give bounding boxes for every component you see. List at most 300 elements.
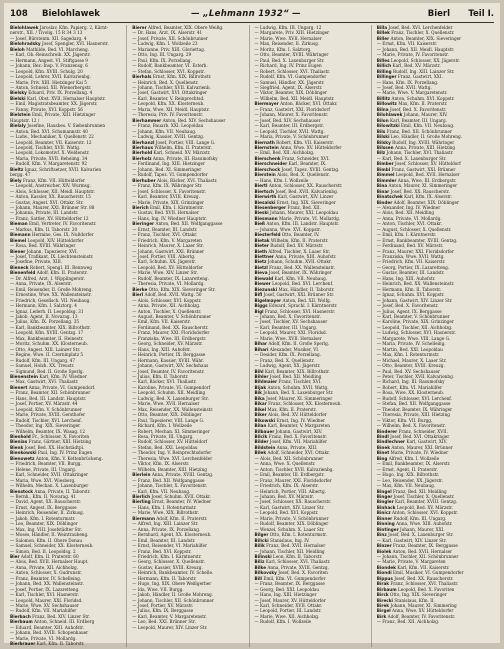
entry-details: — Anton, Schneid. XII. Wienerbergstr. (10, 84, 92, 90)
entry-surname: Bingler (376, 499, 394, 505)
entry-details: — Hermann, Kfm. II. Taborstr. (376, 286, 442, 292)
entry-details: Josef, Bed. X. Laxenburger Str. (386, 532, 454, 538)
entry-details: — Emil, Reisender, II. Große Mohreng. (10, 286, 93, 292)
entry-surname: Biewald (254, 275, 274, 281)
entry-details: Leopold, XIV. Hütteldorfer (26, 237, 84, 243)
entry-details: Franz, Tischler, X. Quellenstr. (389, 30, 455, 36)
entry-details: Franz, Schlosser, XVI. Thaliastr. (389, 581, 459, 587)
entry-details: Anton, Maurer, XI. Simmeringer (387, 183, 458, 189)
entry-surname: Birck (376, 592, 389, 598)
entry-surname: Biermann (132, 515, 155, 521)
entry-surname: Billich (376, 63, 392, 69)
entry-details: Alois, Bed. X. Quellenstr. (275, 172, 330, 178)
entry-surname: Biker (254, 412, 267, 418)
entry-details: Marie, Private, IV. Wiedner (389, 450, 449, 456)
entry-details: — Theresia, Private, VI. Mollardg. (132, 281, 205, 287)
entry-list (132, 25, 245, 630)
entry-details: — Hermann, Angest. VI. Stiftgasse 9 (10, 57, 88, 63)
entry-details: — Josef, Bed. X. Favoritenstr. (376, 303, 439, 309)
entry-details: Josef, Tischler, X. Quellenstr. (392, 493, 455, 499)
entry-surname: Bilan (254, 423, 267, 429)
entry-details: Emil, Kfm. I. Kärntnerstr. (148, 204, 204, 210)
entry-details: Anna, Private, II. Taborstr. (33, 488, 91, 494)
entry-details: — Ludwig, Schlosser, XVI. Hasnerstr. (376, 330, 456, 336)
entry-surname: Bietak (254, 237, 270, 243)
entry-details: Josef, Spengler, XVI. Hasnerstr. (40, 41, 109, 47)
entry-details: — Leopold, Anstreicher, XIV. Wurmsg. (10, 183, 91, 189)
entry-details: Karl, Schlosser, XVI. Thaliastr. (264, 559, 331, 565)
entry-details: Johann, Schuhm. XVII. Ottakr. (266, 259, 332, 265)
entry-surname: Bils (376, 128, 386, 134)
entry-details: — Markus, Kfm. II. Taborstr. 20 (10, 226, 78, 232)
entry-details: — Ludw., Mechaniker, X. Quellenstr. 22 (10, 134, 94, 140)
entry-details: — Georg, Schlosser, X. Quellenstr. (132, 559, 206, 565)
entry-details: — Theresia, Priv. IV. Favoritenstr. (132, 112, 204, 118)
entry-surname: Bierhaus (132, 144, 154, 150)
entry-details: — Ludwig, Bed. X. Laxenburger Str. (132, 395, 209, 401)
entry-surname: Bierhold (132, 150, 153, 156)
entry-details: Karl, Beamter, XVIII. Gentzg. (393, 499, 458, 505)
entry-details: — Anton, Tischler, X. Quellenstr. (132, 308, 202, 314)
entry-details: — Karl, Schuhm. XX. Jägerstr. (132, 259, 196, 265)
entry-details: — Georg, Schneider, XV. Märzstr. (132, 341, 203, 347)
entry-details: Adolf, Beamter, IV. Favoritenstr. (386, 613, 456, 619)
entry-surname: Biernstein (254, 144, 279, 150)
entry-details: Franz, Schlosser, XX. Klosterneub. (266, 401, 342, 407)
entry-details: — Emil, Magistratsbeamter, XX. Jägerstr. (10, 101, 98, 107)
entry-details: Otto, Kfm. I. Rotenturmstr. (268, 532, 327, 538)
entry-details: Karl, Beamter, XIX. Billrothstr. (263, 368, 330, 374)
entry-details: Alfred, Tischler, X. Laaer Str. (266, 248, 331, 254)
entry-details: — Marie, Private, XVIII. Gersthofer (10, 412, 86, 418)
entry-details: — Anna, Private, IX. Porzellang. (132, 526, 201, 532)
entry-surname: Bieman (10, 221, 28, 227)
entry-details: — Heinrich, Reisender, II. Zirkusg. (10, 510, 85, 516)
entry-details: Franz, Bed. XVII. Hernalser (264, 543, 326, 549)
entry-surname: Bilke (254, 564, 267, 570)
entry-details: — Leopold, Kfm. XVIII. Schulg. 20 (10, 68, 83, 74)
entry-details: Franz, Bed. XX. Wallensteinstr. (267, 264, 336, 270)
entry-details: — Josef, Bed. XVII. Wattg. (376, 84, 432, 90)
entry-surname: Bilohlawek (376, 112, 403, 118)
entry-details: — Franz, Bauarb. XXI. Leopoldau (132, 123, 204, 129)
entry-details: — Johann, Tischler, X. Favoritenstr. (132, 483, 208, 489)
entry-details: Karl, Schneid. XV. Märzstr. (152, 150, 211, 156)
entry-surname: Bilicki (254, 537, 269, 543)
entry-details: Anna, Private, XVIII. Gentzg. (150, 472, 214, 478)
entry-surname: Bierschock (254, 166, 281, 172)
entry-details: — Wenzel, Schuhm. X. Laaer Str. (254, 526, 325, 532)
entry-surname: Binar (376, 188, 390, 194)
header-last-name: Bierl (427, 9, 450, 19)
entry-surname: Bielski (10, 95, 26, 101)
entry-details: — Ernst, Bankbeamter, XVIII. Gentzg. (376, 237, 458, 243)
entry-details: — Siegfried, Agent, IX. Alserstr. (254, 84, 323, 90)
entry-details: — Julius, Kfm. IX. Berggasse (132, 608, 194, 614)
entry-details: — Franz, Tischler, XVI. Ottakr. (132, 232, 198, 238)
entry-details: Emil, Private, XIII. Hietzinger (30, 112, 96, 118)
entry-surname: Binatschek (376, 194, 403, 200)
entry-details: — Johann, Tischler, XVII. Kalvarienb. (132, 84, 211, 90)
entry-details: Johann, Gastwirt, XIV. (274, 428, 323, 434)
entry-details: — Rudolf, Kfm. VII. Mariahilfer (10, 608, 77, 614)
entry-details: Max, Kfm. II. Praterstr. (396, 101, 448, 107)
entry-details: Emil, Kfm. VII. Neubaug. (399, 123, 455, 129)
entry-details: Anna, Private, VI. Gumpendorf. (27, 384, 96, 390)
entry-surname: Bill (254, 575, 262, 581)
entry-surname: Bieß (254, 221, 265, 227)
entry-details: — Robert, Kfm. VI. Mariahilfer (376, 384, 443, 390)
entry-details: — Friedrich, Kfm. VII. Kaiserstr. (376, 259, 446, 265)
entry-details: — Hans, Ing. XIII. Auhofstr. (132, 346, 191, 352)
entry-details: Franz, Bed. XII. Schönbrunner (385, 128, 452, 134)
entry-surname: Biemann (10, 232, 31, 238)
entry-details: — Rudolf, Beamter, IX. Lazaretteng. (132, 275, 209, 281)
entry-details: Johann, Maurer, XXI. Leopoldau (268, 210, 339, 216)
entry-details: — Karl, Schneider, XVII. Ottakringer (10, 472, 88, 478)
entry-details: — Josef, Bürstenm. XII. Sagedarg. 4 (10, 35, 87, 41)
entry-details: Josef, Beamter, IX. Währinger (267, 270, 332, 276)
entry-details: — Robert, Mechan. XI. Simmeringer (132, 428, 210, 434)
entry-surname: Bienhold (10, 433, 31, 439)
entry-surname: Bindlechner (376, 439, 405, 445)
entry-list (377, 25, 491, 625)
entry-details: — Alfred, Ing. XIII. Lainzer Str. (132, 521, 199, 527)
entry-details: — Josefine, Private, XIII. (10, 259, 63, 265)
entry-details: Karl, Kfm. II. Taborstr. (35, 641, 85, 647)
entry-details: — Julius, Agent, IX. Berggasse (376, 308, 442, 314)
entry-details: Anton, Maurer, XXI. Brünner (389, 444, 453, 450)
entry-surname: Biesalski (254, 199, 276, 205)
entry-details: — Karl, Ob.-Reinschreib. XX. Jägerstr. (10, 52, 91, 58)
entry-details: Anton, Schneid. III. Erdberg (32, 619, 95, 625)
entry-details: — Johann, Kfm. VII. Neubaug. (132, 128, 197, 134)
entry-surname: Bieloh (10, 46, 25, 52)
entry-surname: Bilinski (254, 553, 272, 559)
entry-surname: Bilger (254, 532, 269, 538)
entry-details: Robert, Spengl. III. Rennweg (28, 264, 92, 270)
entry-details: Ernst, Ing. XIX. Sieveringer (275, 199, 336, 205)
entry-surname: Bigl (254, 308, 264, 314)
entry-surname: Bierbrauer (10, 641, 36, 647)
entry-surname: Bilder (254, 439, 269, 445)
entry-details: Otto, Ing. XIX. Sieveringer (388, 592, 447, 598)
entry-surname: Bierhanzl (132, 139, 155, 145)
entry-surname: Bikel (254, 406, 267, 412)
entry-details: — Emil, Bankbeamter, IX. Alserstr. (376, 461, 451, 467)
entry-surname: Billitz (376, 95, 391, 101)
entry-details: — Johann, Bed. X. Favoritenstr. (254, 314, 321, 320)
entry-details: Karl, Obst. XVII. Hernalser Hauptstr. (25, 95, 106, 101)
entry-details: Wilhelm, Kfm. II. Praterstr. (153, 144, 212, 150)
entry-columns (10, 25, 494, 647)
entry-details: Anna, Private, XIII. (275, 444, 318, 450)
entry-surname: Bihl (254, 368, 264, 374)
entry-details: — Johann, Gastwirt, XIV. Linzer Str. (376, 297, 453, 303)
entry-details: — Franziska, Wwe. XVII. Wattg. (376, 254, 445, 260)
entry-surname: Biggs (254, 303, 268, 309)
entry-details: Eduard, Priv. IX. Porzellang. 4 (26, 90, 93, 96)
entry-surname: Biliz (254, 559, 265, 565)
entry-details: — Richard, Ing. III. Rasumofsky (376, 379, 445, 385)
entry-surname: Billa (376, 25, 388, 30)
entry-details: Josef, Schuhm. XVII. Ottakr. (150, 493, 211, 499)
entry-details: Anton, Bed. XII. Wolfganggasse (154, 221, 223, 227)
entry-surname: Birecki (376, 597, 393, 603)
entry-surname: Biertsch (254, 188, 274, 194)
entry-details: Anna, Private, XVIII. Gentzg. (266, 564, 329, 570)
entry-details: — Josef, Beamter, IV. Favoritenstr. (132, 368, 205, 374)
entry-details: — Karoline, Private, XIX. Grinzinger (376, 319, 454, 325)
entry-details: — Wilhelm, Beamter, XIII. Hietzing (132, 466, 207, 472)
entry-details: — Hans, Ing. IV. Wiedner Hauptstr. (132, 215, 207, 221)
entry-details: — Theodor, Ing. V. Reinprechtsdorfer (132, 450, 212, 456)
entry-surname: Billowitz (376, 101, 397, 107)
entry-details: Leopold, Bed. X. Favoriten (396, 586, 455, 592)
entry-details: Ernst, Beamter, IV. Wiedner (150, 499, 212, 505)
entry-details: — Wilhelm, Mechan. X. Laxenburger (10, 483, 89, 489)
entry-details: — Karl, Beamter, V. Schönbrunner (376, 314, 450, 320)
entry-details: — Theodor, Beamter, IX. Währinger (376, 406, 453, 412)
entry-details: — August, Schlosser, X. Quellenstr. (376, 226, 452, 232)
entry-surname: Bimber (376, 161, 394, 167)
entry-details: — Anna, Private, VI. Mollardg. (376, 215, 442, 221)
entry-details: Anton, Kfm. V. Kettenbrückeng. (34, 455, 103, 461)
entry-surname: Bilowitzki (376, 123, 400, 129)
entry-surname: Bienenfeld (10, 270, 36, 276)
entry-details: — Marie, Wwe. XVII. Hernalser (132, 401, 200, 407)
entry-details: — Franz, Gastwirt, XXI. Floridsdorf (254, 106, 330, 112)
entry-details: — Friedrich, Kfm. V. Margareten (132, 237, 202, 243)
entry-details: — Leopold, Lokomotivf. X. Weldenstr. (10, 150, 90, 156)
directory-entry (10, 641, 123, 646)
entry-surname: Biemel (10, 237, 27, 243)
entry-surname: Bilek (254, 450, 267, 456)
entry-details: — Rosa, Private, III. Ungarg. (132, 433, 194, 439)
entry-details: — Anton, Kassier, XX. Rauscherstr. 15 (10, 194, 91, 200)
entry-details: Anna, Wwe. XV. Hütteldorfer (390, 608, 454, 614)
entry-details: — Gustav, Angest. XVI. Ottakr. Str. (10, 199, 84, 205)
entry-surname: Binet (376, 450, 390, 456)
entry-details: Ignaz, Schriftsetzer, XVII. Kalvarien (23, 166, 102, 172)
entry-details: — Leopold, Maurer, XIV. Linzer Str. (132, 624, 208, 630)
entry-details: — Leopold, Tischler, XVII. Wattg. (10, 144, 81, 150)
entry-details: — Karl, Beamter, V. Margaretenstr. (132, 613, 207, 619)
entry-details: — Rudolf, Kfm. I. Wollzeile (254, 619, 312, 625)
entry-details: — Otto, Beamter, XVIII. Kreuzg. (376, 363, 445, 369)
entry-details: nerstr., XII. / Tivolig. 15 R 34 3 13 (10, 30, 83, 36)
entry-details: Franz, Bed. X. Favoritenstr. (267, 433, 328, 439)
entry-details: Adolf, Kfm. II. Praterstr. 60 (19, 553, 79, 559)
entry-details: — Bernhard, Agent, XX. Klosterneub. (132, 532, 212, 538)
entry-surname: Binning (376, 521, 395, 527)
entry-details: Anton, Bed. XVII. Hernalser (391, 548, 453, 554)
entry-surname: Bierlich (132, 493, 151, 499)
entry-details: — Bernh., Kfm. II. Novarag. 41 (10, 493, 76, 499)
entry-details: Fr., Schlosser, X. Favoriten (30, 433, 90, 439)
entry-details: Emil, Musiker, VI. Gumpendorfer (391, 570, 464, 576)
entry-surname: Bihlmaier (254, 379, 278, 385)
entry-details: — Karl, Gastwirt, XIV. Linzer Str. (376, 537, 447, 543)
entry-details: — Leopold, Lehrer, XVII. Kalvarienbg. (10, 74, 91, 80)
entry-details: Anton, Beamter, XIX. Sieveringer (389, 35, 462, 41)
entry-details: Mathilde, Bed. VI. Marcheng. (24, 46, 90, 52)
entry-details: Rudolf, Ing. XIII. Lainzer Str. (391, 68, 455, 74)
entry-details: Otto, Kfm. XIX. Sieveringer Str. (147, 286, 216, 292)
entry-details: Johann, Tischler, XVI. Thaliastr. (385, 150, 454, 156)
entry-details: — Fanny, Private, XVI. Koppstr. 56 (10, 106, 83, 112)
entry-details: Josef, Bed. XX. Hochstädtpl. (23, 444, 85, 450)
entry-details: — Alois, Schlosser, XII. Meidl. Hauptstr. (10, 188, 95, 194)
entry-details: — Hans, Ing. XIII. Hietzinger (254, 592, 317, 598)
entry-details: Leopold, Bed. XV. Märzstr. (395, 504, 453, 510)
entry-details: — Marie, Private, VI. Mollardg. (10, 635, 77, 641)
entry-details: — Ernestine, Wwe. XX. Wallensteinstr. (10, 292, 92, 298)
entry-details: — Maria, Wwe. XII. Meidl. Hauptstr. (132, 106, 210, 112)
entry-details: — Marie, Wwe. XVII. Hernalser (254, 35, 322, 41)
entry-details: Leon, Kfm. II. Taborstr. (271, 553, 323, 559)
entry-details: — Theodor, Ing. XIX. Sieveringer (10, 423, 81, 429)
entry-details: — Johann, Bed. XX. Wallensteinstr. (10, 581, 84, 587)
entry-surname: Bieski (254, 210, 269, 216)
entry-details: Hermine, Ges. IX. Nußdorfer (30, 232, 94, 238)
entry-details: Karl, Beamter, V. Margareten (266, 423, 330, 429)
entry-surname: Bieter (254, 243, 269, 249)
entry-details: Leopold, Schlosser, XX. Jägerstr. (389, 57, 461, 63)
page-header (4, 7, 500, 21)
entry-details: — Richard, Ing. IV. Prinz Eugen (254, 63, 322, 69)
entry-details: Franz, Beamter, IX. Berggasse (391, 543, 458, 549)
entry-surname: Bimmel (376, 172, 395, 178)
entry-details: Josef, Schlosser, XV. Hütteldorf (393, 161, 461, 167)
entry-surname: Birbaum (376, 586, 397, 592)
entry-details: — Ernst, Beamter, III. Landstr. (132, 226, 198, 232)
entry-details: — Josef, Schlosser, X. Favoritenstr. (132, 188, 206, 194)
entry-details: — Josef, Gastwirt, XVI. Ottakringer (132, 90, 207, 96)
entry-details: — Anton, Tischler, XVI. Ottakr. (376, 221, 442, 227)
entry-details: — Jakob, Agent, II. Novarag. 13 (10, 314, 78, 320)
directory-title: — „Lehmann 1932“ — (191, 9, 301, 19)
entry-details: Anna, Private, III. Rasumofsky (151, 155, 218, 161)
entry-details: Emil, Vertreter, IV. Favoritenstr. (27, 221, 97, 227)
entry-details: Edward, Sprachl. I. Kärntnerstr. (267, 303, 338, 309)
entry-details: — Heinrich, Portier, VIII. Albertg. (254, 488, 326, 494)
entry-details: — Anna, Private, XII. Aichholzg. (10, 564, 79, 570)
entry-details: — Peter, Tischler, XVII. Kalvarienbg. (376, 374, 455, 379)
entry-details: — Leopold, Kfm. XX. Klosterneub. (132, 101, 205, 107)
entry-details: Franz, Schlosser, XVI. Hasnerstr. (263, 308, 336, 314)
entry-details: — Josef, Portier, IX. Lazaretteng. (10, 586, 80, 592)
entry-details: — Dr. Alfred, Arzt, I. Wipplingerstr. (10, 275, 85, 281)
entry-surname: Bielohradsky (10, 41, 41, 47)
entry-details: Stanislaus, Ing. IV. (268, 537, 310, 543)
entry-details: — Rudolf, Kfm. V. Margaretenstr. 92 (10, 161, 87, 167)
entry-details: Rudolf, Bed. XV. Märzstr. (268, 243, 324, 249)
entry-surname: Biely (10, 177, 22, 183)
entry-details: — Rudolf, Kfm. III. Ungarg. 47 (10, 357, 75, 363)
entry-details: Franz, Kfm. VII. Hütteldorfer (21, 177, 86, 183)
entry-surname: Bielohlawek (10, 25, 39, 30)
entry-details: — Gustav, Kassier, XVIII. Kreuzg. (132, 564, 203, 570)
entry-surname: Biondek (376, 564, 396, 570)
entry-surname: Bierer (132, 25, 147, 30)
header-rule (10, 22, 494, 23)
entry-surname: Binderer (376, 428, 398, 434)
entry-details: Ernst, Ing. IV. Wiedner (275, 417, 326, 423)
entry-details: Emil, Kfm. VI. Gumpendorfer (262, 575, 326, 581)
entry-surname: Bilkovsky (254, 570, 277, 576)
entry-details: — Moritz, Schuhm. XX. Klosterneub. (10, 341, 88, 347)
entry-details: — Franz, Bed. X. Quellenstr. (254, 357, 315, 363)
entry-details: Anton, Schlosser, XVI. Koppstr. (390, 510, 459, 516)
entry-details: — Hugo, Ing. XIX. Billrothstr. (376, 472, 440, 478)
entry-surname: Bifl (254, 292, 263, 298)
entry-details: — Rosa, Wwe. XX. Klosterneub. (376, 390, 445, 396)
entry-details: — Rudolf, Kfm. VI. Gumpendorfer (254, 74, 327, 80)
entry-details: Alexander, Musiker, VI. (268, 346, 320, 352)
entry-surname: Bienstock (10, 488, 34, 494)
entry-details: — Gustav, Bed. XVII. Hernalser (132, 210, 199, 216)
entry-details: — Josef, Private, XII. Schönbrunner (132, 35, 208, 41)
entry-surname: Biezunski (254, 286, 278, 292)
entry-surname: Bilski (376, 134, 390, 140)
entry-details: Marie, Private, VI. Mollardg. (277, 215, 341, 221)
entry-details: Anna, Wwe. XV. Hütteldorfer (278, 144, 342, 150)
entry-details: Anna, Wwe. III. Erdbergstr. (396, 177, 457, 183)
entry-surname: Biernath (254, 139, 275, 145)
entry-details: — Otto, Beamter, XIX. Döblinger (132, 412, 202, 418)
entry-details: — Rudolf, Tapez. VI. Gumpendorfer (132, 172, 208, 178)
entry-details: — Otto, Beamter, XVIII. Währinger (254, 52, 329, 58)
entry-details: Karl, Beamter, IX. (287, 161, 327, 167)
entry-details: — Stefan, Bed. XII. Wolfganggasse (376, 401, 451, 407)
entry-details: Anton, Bed. XII. Wolfg. (281, 297, 332, 303)
entry-details: — Rosa, Bed. XVIII. Währinger (10, 243, 76, 249)
entry-details: — Maria, Private, V. Schönbrunner (254, 134, 329, 140)
entry-details: — Max, Kfm. I. Rotenturmstr. (376, 352, 440, 358)
entry-surname: Bierl (132, 292, 144, 298)
entry-details: — Paul, Bed. XV. Sechshauser (376, 368, 440, 374)
entry-details: — Karl, Kfm. VII. Neubaug. (132, 488, 191, 494)
entry-details: — Regine, Wwe. II. Czerninplatz 5 (10, 352, 84, 358)
entry-surname: Biermayer (254, 101, 279, 107)
entry-details: — Jakob, Kfm. I. Rotenturmstr. (10, 515, 76, 521)
entry-surname: Bierhammer (132, 117, 162, 123)
entry-details: Franz, Bed. XII. (286, 204, 321, 210)
entry-details: — Marie, Wwe. XV. Sechshauser (10, 603, 79, 609)
entry-details: — Johann, Maurer, XXI. Brünner Str. 88 (10, 204, 95, 210)
entry-details: — Josef, Portier, VIII. Albertg. (132, 254, 196, 260)
entry-details: Anton, Bed. XIV. Sechshauser (161, 117, 226, 123)
entry-details: Karl, Gastwirt, XIV. Linzer (276, 194, 334, 200)
directory-entry (377, 619, 491, 624)
entry-surname: Bienk (10, 444, 24, 450)
entry-details: — Johann, Tischler, XII. Schönbrunner (376, 553, 459, 559)
directory-entry (255, 619, 368, 624)
entry-details: — Johann, Bed. XVIII. Schopenhauer (10, 630, 89, 636)
entry-details: Josef, Bed. XVI. Ottakringer (388, 433, 450, 439)
entry-details: — Wilhelm, Beamter, IX. Wasag. 12 (10, 428, 86, 434)
entry-details: — Ludwig, Kfm. III. Ungarg. 12 (254, 25, 322, 30)
entry-details: — Leopold, Kfm. V. Schönbrunner (10, 406, 82, 412)
entry-surname: Birk (376, 613, 387, 619)
entry-details: — Ludwig, Kfm. I. Wollzeile 23 (132, 41, 198, 47)
entry-details: — August, Beamter, V. Schönbrunner (132, 314, 212, 320)
entry-surname: Bienkowski (10, 450, 37, 456)
entry-details: Otto, Beamter, IV. (280, 232, 320, 238)
entry-details: — Max, Reisender, XX. Wallensteinstr. (132, 406, 214, 412)
entry-details: — Ferdinand, Bed. XV. Märzstr. (376, 243, 444, 249)
